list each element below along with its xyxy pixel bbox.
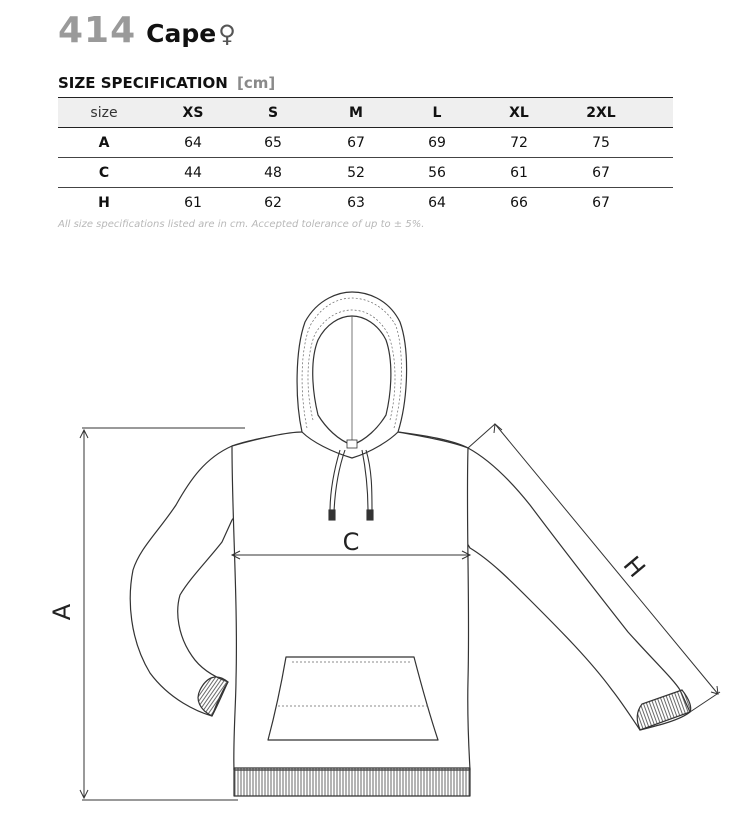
neck-tag [347,440,357,448]
row-label: H [98,194,110,211]
tolerance-note: All size specifications listed are in cm. Accepted tolerance of up to ± 5%. [58,219,425,230]
hoodie-outline [130,292,690,796]
table-cell: 65 [236,128,310,158]
table-cell: 48 [236,158,310,188]
product-name: Cape [146,19,217,48]
table-cell: 56 [402,158,472,188]
female-symbol-icon: ♀ [218,20,236,48]
dimension-c-label: C [342,528,360,556]
table-cell: 52 [310,158,402,188]
table-cell: 67 [310,128,402,158]
size-header-cell: L [402,98,472,128]
size-header-cell: M [310,98,402,128]
dimension-a-label: A [48,603,76,621]
dimension-h-label: H [617,550,651,583]
table-cell: 44 [150,158,236,188]
table-cell: 63 [347,194,365,211]
row-label: A [58,128,150,158]
size-header-cell: XS [150,98,236,128]
table-cell: 61 [184,194,202,211]
size-header-cell: S [236,98,310,128]
product-code: 414 [58,10,137,51]
table-cell: 61 [472,158,566,188]
size-header-label: size [58,98,150,128]
table-cell: 75 [566,128,636,158]
table-cell: 62 [264,194,282,211]
table-cell: 64 [428,194,446,211]
size-spec-unit: [cm] [237,74,276,92]
table-cell: 69 [402,128,472,158]
size-header-cell: XL [472,98,566,128]
table-cell: 67 [592,194,610,211]
size-header-cell: 2XL [566,98,636,128]
table-cell: 67 [566,158,636,188]
table-cell: 66 [510,194,528,211]
table-cell: 64 [150,128,236,158]
size-spec-heading: SIZE SPECIFICATION [58,74,228,92]
row-label: C [58,158,150,188]
table-cell: 72 [472,128,566,158]
